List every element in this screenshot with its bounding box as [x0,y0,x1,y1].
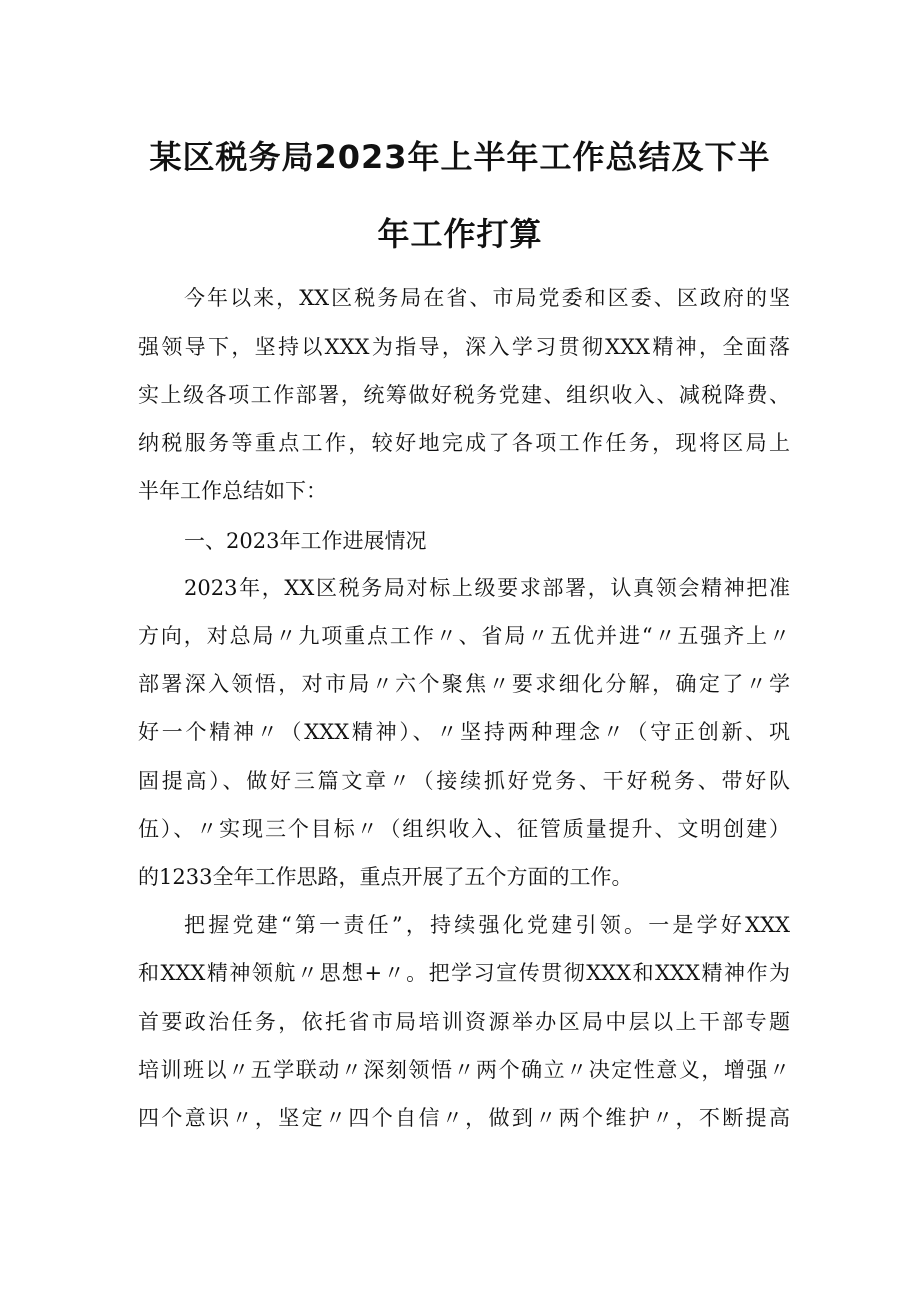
paragraph-line: 实上级各项工作部署，统筹做好税务党建、组织收入、减税降费、 [138,383,790,407]
paragraph-line: 培训班以〃五学联动〃深刻领悟〃两个确立〃决定性意义，增强〃 [138,1058,790,1082]
paragraph-line: 伍）、〃实现三个目标〃（组织收入、征管质量提升、文明创建） [138,817,790,841]
paragraph-line: 纳税服务等重点工作，较好地完成了各项工作任务，现将区局上 [138,431,790,455]
paragraph-line: 和XXX精神领航〃思想+〃。把学习宣传贯彻XXX和XXX精神作为 [138,961,790,985]
paragraph-line: 四个意识〃，坚定〃四个自信〃，做到〃两个维护〃，不断提高 [138,1106,790,1130]
paragraph-line: 今年以来，XX区税务局在省、市局党委和区委、区政府的坚 [184,286,790,310]
section-heading: 一、2023年工作进展情况 [184,529,427,553]
paragraph-line: 半年工作总结如下： [138,479,327,503]
paragraph-line: 的1233全年工作思路，重点开展了五个方面的工作。 [138,865,633,889]
paragraph-line: 把握党建“第一责任”，持续强化党建引领。一是学好XXX [184,913,790,937]
paragraph-line: 部署深入领悟，对市局〃六个聚焦〃要求细化分解，确定了〃学 [138,672,790,696]
paragraph-line: 2023年，XX区税务局对标上级要求部署，认真领会精神把准 [184,576,790,600]
document-title-line-1: 某区税务局2023年上半年工作总结及下半 [149,138,771,176]
document-title-line-2: 年工作打算 [377,215,543,253]
paragraph-line: 好一个精神〃（XXX精神）、〃坚持两种理念〃（守正创新、巩 [138,720,790,744]
paragraph-line: 方向，对总局〃九项重点工作〃、省局〃五优并进“〃五强齐上〃 [138,624,790,648]
paragraph-line: 强领导下，坚持以XXX为指导，深入学习贯彻XXX精神，全面落 [138,335,790,359]
paragraph-line: 固提高）、做好三篇文章〃（接续抓好党务、干好税务、带好队 [138,769,790,793]
paragraph-line: 首要政治任务，依托省市局培训资源举办区局中层以上干部专题 [138,1010,790,1034]
